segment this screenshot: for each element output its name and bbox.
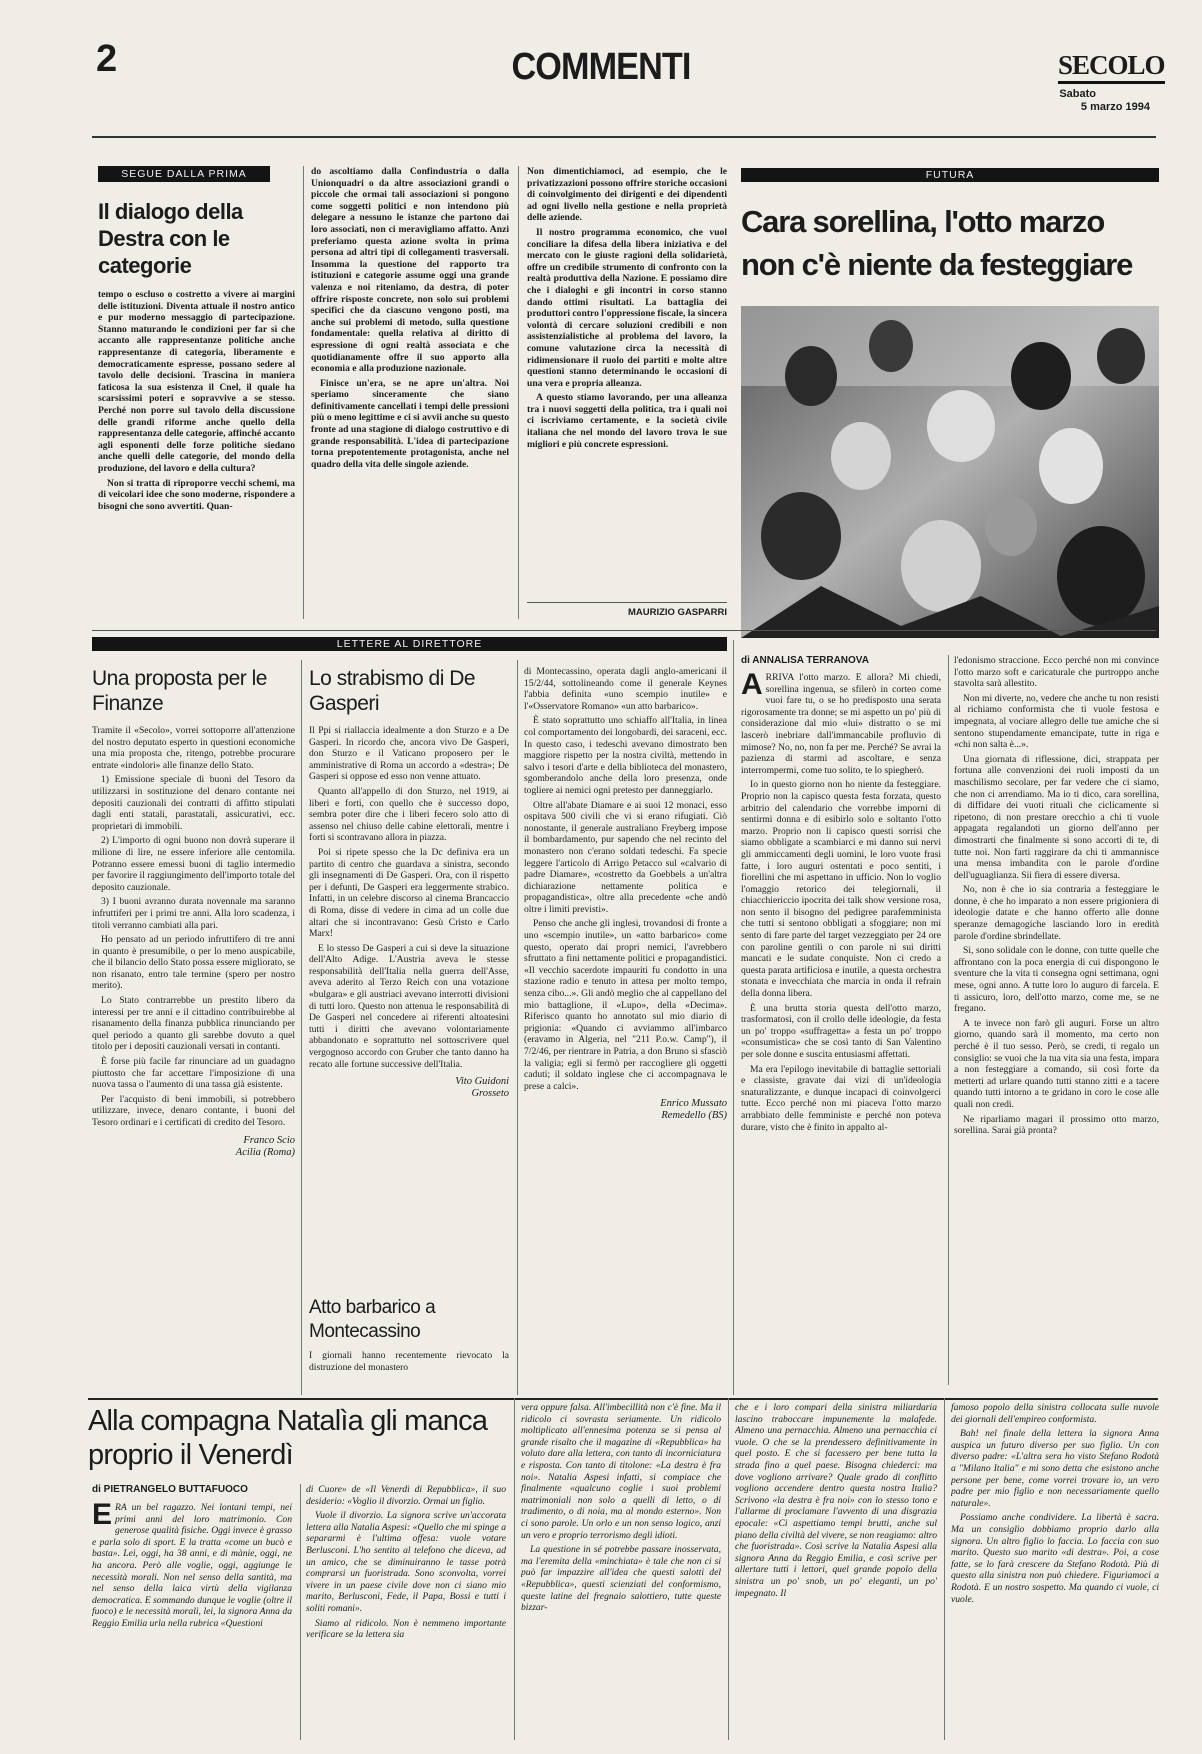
natalia-col1-p1 — [92, 1502, 292, 1630]
col-divider — [948, 655, 949, 1385]
letter3-p4: Oltre all'abate Diamare e ai suoi 12 monaci, esso ospitava 500 civili che vi si erano rifugiati. Ciò nonostante, il generale australiano Freyberg impose il bombardamento, pur sapendo che nel recinto del monastero non c'erano soldati tedeschi. Fa specie leggere l'articolo di Arrigo Petacco sul «calvario di padre Diamare», «costretto da Goebbels a un'altra dichiarazione nettamente politica e propagandistica», oltre alla precedente «che andò oltre i limiti previsti». — [524, 799, 727, 915]
dialogo-col3 — [527, 166, 727, 596]
natalia-col2-p3: Siamo al ridicolo. Non è nemmeno importante verificare se la lettera sia — [306, 1617, 506, 1641]
dialogo-title: Il dialogo della Destra con le categorie — [98, 199, 243, 278]
letter3-body-cont — [524, 666, 727, 1396]
dialogo-col3-p2: Il nostro programma economico, che vuol conciliare la difesa della libera iniziativa e del mercato con le giuste ragioni della solidarietà, offre un credibile strumento di confronto con la realtà produttiva della Nazione. E possiamo dire che i dialoghi e gli incontri in corso stanno dando ottimi risultati. La battaglia dei produttori contro l'oppressione fiscale, la sincera volontà di cercare soluzioni credibili e non assistenzialistiche al problema del lavoro, la comune valutazione circa la necessità di ridimensionare il ruolo dei partiti e molte altre questioni stanno determinando le occasioni di una vera e propria alleanza. — [527, 226, 727, 389]
dialogo-col3-p1: Non dimentichiamoci, ad esempio, che le privatizzazioni possono offrire storiche occasioni di coinvolgimento dei dirigenti e dei dipendenti ad ogni livello nella gestione e nella proprietà delle aziende. — [527, 166, 727, 224]
futura-byline: di ANNALISA TERRANOVA — [741, 655, 869, 666]
natalia-col3-p2: La questione in sé potrebbe passare inosservata, ma l'eremita della «minchiata» è tale che non ci si può far impazzire all'idea che questi salotti del «Repubblica», questi scienziati del conformismo, queste latine del fregnaio salottiero, tutte queste bizzar- — [521, 1544, 721, 1614]
letter3-place: Remedello (BS) — [661, 1110, 727, 1122]
letter1-p8: Per l'acquisto di beni immobili, si potrebbero utilizzare, invece, denaro contante, i buoni del Tesoro ordinari e i certificati di credito del Tesoro. — [92, 1093, 295, 1128]
natalia-col1 — [92, 1500, 292, 1738]
futura-col2-p3: Una giornata di riflessione, dici, strappata per fortuna alle convenzioni dei ruoli imposti da un maschilismo secolare, per far vedere che ci siamo, che non ci arrendiamo. Ma io ti dico, cara sorellina, di diffidare dei vuoti rituali che ciclicamente si ripetono, di non prestare orecchio a chi ti vuole appagata regalandoti un giorno dell'anno per dimostrarti che finalmente si sono accorti di te, di tutte noi. Non farti raggirare da chi ti ammannisce una mensa imbandita con le parole d'ordine dell'uguaglianza. Sii fiera di essere diversa. — [954, 753, 1159, 881]
futura-col1-p2: Io in questo giorno non ho niente da festeggiare. Proprio non la capisco questa festa forzata, questo arbitrio del calendario che vorrebbe imporni di sentirmi donna e di esibirlo solo e soltanto l'otto marzo. Proprio non li capisco questi sorrisi che siamo obbligate a scambiarci e mi danno sui nervi gli ammiccamenti degli uomini, le loro vuote frasi fatte, i loro auguri ostentati e poco sentiti, i fiorellini che mi aspettano in ufficio. Non lo voglio l'omaggio retorico dei telegiornali, il chiacchiericcio ipocrita dei talk show versione rosa, non sento il bisogno del pedigree parafemminista che tutti si sentono obbligati a sfoggiare; non mi sento di fare parte del target vezzeggiato per 24 ore con paroline gentili o con parole ni sui diritti mancati e le sudate conquiste. Non ci credo a questa parata artificiosa e inutile, a questa orchestra stonata e invecchiata che marcia in onda il refrain della donna libera. — [741, 779, 941, 1000]
dialogo-col1-p1: tempo o escluso o costretto a vivere ai margini delle istituzioni. Diventa attuale il nostro antico e pur moderno messaggio di partecipazione. Stanno maturando le condizioni per far sì che accanto alle rappresentanze politiche anche rappresentanze di categoria, liberamente e democraticamente espresse, possano sedere al tavolo delle decisioni. Trascina in maniera faticosa la sua esistenza il Cnel, il quale ha scarsissimi poteri e sopravvive a se stesso. Perché non porre sul tavolo della discussione delle grandi riforme anche quello della rappresentanza delle categorie, affinché accanto agli esponenti delle forze politiche siedano anche quelli delle categorie, del mondo della produzione, del lavoro e della cultura? — [98, 289, 295, 474]
futura-col2-p7: Ne riparliamo magari il prossimo otto marzo, sorellina. Sarai già pronta? — [954, 1113, 1159, 1137]
futura-kicker: FUTURA — [741, 168, 1159, 182]
natalia-byline: di PIETRANGELO BUTTAFUOCO — [92, 1484, 248, 1495]
natalia-col4-p1: che e i loro compari della sinistra miliardaria lascino traboccare impunemente la malafede. Almeno una pernacchia. Almeno una pernacchia ci vuole. O che se la prendessero definitivamente in quel posto. E che si facessero per bene tutta la strada fino a quel paese. Bisogna chiederci: ma dove vogliono arrivare? Quale grado di conflitto vogliono accendere dentro questa nostra Italia? Scrivono «la destra è fra noi» con lo stesso tono e l'allarme di proclamare l'avvento di una disgrazia epocale: «Ci aspettiamo tempi brutti, anche sul piano della civiltà del vivere, se non reagiamo: altro che fuoristrada». Così scrive la Natalia Aspesi alla signora Anna da Reggio Emilia, e così scrive per allertare tutti i lettori, quel grande popolo della sinistra un po' snob, un po' eleganti, un po' impegnato. Il — [735, 1402, 937, 1599]
letter1-p6: Lo Stato contrarrebbe un prestito libero da interessi per tre anni e il cittadino contribuirebbe al risanamento della finanza pubblica rinunciando per quel periodo a quanto gli sarebbe dovuto a quel titolo per i depositi cauzionali versati in contanti. — [92, 995, 295, 1053]
natalia-col4 — [735, 1402, 937, 1740]
futura-col2-p1: l'edonismo straccione. Ecco perché non mi convince l'otto marzo soft e caricaturale che purtroppo anche stavolta sarà allestito. — [954, 655, 1159, 690]
dialogo-col2-p2: Finisce un'era, se ne apre un'altra. Noi speriamo sinceramente che siano definitivamente cancellati i tempi delle pressioni più o meno legittime e ci si avvii anche su questo fronte ad una stagione di dialogo costruttivo e di grande responsabilità. L'idea di partecipazione torna prepotentemente protagonista, anche nel quadro della vita delle singole aziende. — [311, 377, 509, 470]
col-divider — [518, 166, 519, 619]
col-divider — [944, 1398, 945, 1740]
letter1-p5: Ho pensato ad un periodo infruttifero di tre anni in quanto è presumibile, o per lo meno auspicabile, che il bilancio dello Stato possa essere migliorato, se non risanato, entro tale termine (spero per nostro merito). — [92, 934, 295, 992]
dialogo-col2-p1: do ascoltiamo dalla Confindustria o dalla Unionquadri o da altre associazioni grandi o piccole che ormai tali associazioni si pongono come soggetti politici e non intendono più delegare a nessuno le istanze che partono dai loro associati, non ci meravigliamo affatto. Anzi preferiamo questa azione svolta in prima persona ad altri tipi di collegamenti trasversali. Insomma la questione del rapporto tra istituzioni e categorie assume oggi una grande valenza e noi riteniamo, da destra, di poter offrire risposte concrete, non solo sui problemi specifici che da ciascuno vengono posti, ma anche sui problemi di metodo, sulla questione fondamentale: quella relativa al diritto di espressione di ogni realtà associata e che quotidianamente offre il suo apporto alla economia e alla produzione nazionale. — [311, 166, 509, 375]
letter2-body — [309, 725, 509, 1293]
section-title: COMMENTI — [511, 46, 691, 88]
lettere-top-rule — [92, 630, 1156, 631]
dialogo-col3-p3: A questo stiamo lavorando, per una alleanza tra i nuovi soggetti della politica, tra i quali noi ci iscriviamo certamente, e la società civile italiana che nel mondo del lavoro trova le sue migliori e più concrete espressioni. — [527, 392, 727, 450]
futura-col2-p4: No, non è che io sia contraria a festeggiare le donne, è che ho imparato a non essere prigioniera di ideologie datate e che hanno offerto alle donne speranze demagogiche lasciando loro in eredità parole d'ordine sbrindellate. — [954, 884, 1159, 942]
signature-rule — [527, 602, 727, 603]
letter2-p1: Il Ppi si riallaccia idealmente a don Sturzo e a De Gasperi. In ricordo che, ancora vivo De Gasperi, don Sturzo e il Vaticano proposero per le amministrative di Roma un accordo a «destra»; De Gasperi si oppose ed esso non venne attuato. — [309, 725, 509, 783]
masthead-logo: SECOLO — [1058, 50, 1165, 84]
letter1-signature — [92, 1135, 295, 1159]
letter2-signature — [309, 1076, 509, 1100]
dialogo-kicker: SEGUE DALLA PRIMA — [98, 166, 270, 182]
futura-col2 — [954, 655, 1159, 1390]
futura-col1-p1 — [741, 672, 941, 776]
letter2-p2: Quanto all'appello di don Sturzo, nel 1919, ai liberi e forti, con quello che è successo dopo, sembra poter dire che i liberi fecero solo atto di assenso nel chiuso delle cabine elettorali, mentre i forti si scontravano allora in piazza. — [309, 785, 509, 844]
letter3-title: Atto barbarico a Montecassino — [309, 1297, 436, 1342]
col-divider — [517, 660, 518, 1395]
letter1-p1: Tramite il «Secolo», vorrei sottoporre all'attenzione del nostro deputato esperto in questioni economiche una mia proposta che, ritengo, potrebbe procurare entrate «indolori» alle finanze dello Stato. — [92, 725, 295, 771]
futura-col2-p5: Sì, sono solidale con le donne, con tutte quelle che affrontano con la poca energia di cui dispongono le sventure che la vita ti consegna ogni settimana, ogni mese, ogni anno. A tutte loro lo auguro di farcela. E ti assicuro, loro, dell'otto marzo, come me, se ne fregano. — [954, 945, 1159, 1015]
natalia-col5 — [951, 1402, 1159, 1740]
col-divider — [300, 1484, 301, 1740]
futura-col1 — [741, 670, 941, 1390]
natalia-drop-cap: E — [92, 1500, 113, 1531]
futura-col2-p6: A te invece non farò gli auguri. Forse un altro giorno, quando sarà il momento, ma certo non perché è il tuo sesso. Però, se credi, ti regalo un consiglio: se vuoi che la tua vita sia una festa, impara a non festeggiare a comando, sii così forte da metterti ad urlare quando tutti stanno zitti e a tacere quando tutti intorno a te gridano in coro le cose alle quali non credi. — [954, 1017, 1159, 1110]
letter1-body — [92, 725, 295, 1397]
letter1-author: Franco Scio — [243, 1134, 295, 1146]
header-rule — [92, 136, 1156, 138]
natalia-col2 — [306, 1484, 506, 1739]
letter2-author: Vito Guidoni — [455, 1076, 509, 1088]
issue-date: 5 marzo 1994 — [1080, 101, 1150, 113]
letter1-p4: 3) I buoni avranno durata novennale ma saranno infruttiferi per i primi tre anni. Alla loro scadenza, i titoli verranno cambiati alla pari. — [92, 896, 295, 931]
dialogo-signature: MAURIZIO GASPARRI — [627, 607, 727, 618]
page-number: 2 — [96, 38, 118, 80]
letter3-body-start — [309, 1350, 509, 1390]
futura-title: Cara sorellina, l'otto marzo non c'è niente da festeggiare — [741, 204, 1133, 282]
lettere-kicker: LETTERE AL DIRETTORE — [92, 637, 727, 651]
dialogo-col2 — [311, 166, 509, 616]
dialogo-col1-p2: Non si tratta di riproporre vecchi schemi, ma di veicolari idee che sono moderne, rispondere a bisogni che sono avvertiti. Quan- — [98, 477, 295, 512]
letter1-p3: 2) L'importo di ogni buono non dovrà superare il milione di lire, ne essere inferiore alle centomila. Potranno essere emessi buoni di taglio intermedio per favorire il raggiungimento dell'importo totale del deposito cauzionale. — [92, 835, 295, 893]
letter3-p3: È stato soprattutto uno schiaffo all'Italia, in linea col comportamento dei longobardi, dei saraceni, ecc. In questo caso, i tedeschi avevano dimostrato ben maggiore rispetto per la nostra civiltà, mettendo in salvo i tesori d'arte e della biblioteca del monastero, sgomberandolo anche della loro presenza, onde togliere ai nemici ogni pretesto per danneggiarlo. — [524, 715, 727, 796]
letter1-title: Una proposta per le Finanze — [92, 667, 267, 715]
natalia-top-rule — [88, 1398, 1158, 1400]
natalia-col5-p1: famoso popolo della sinistra collocata sulle nuvole dei giornali dell'empireo conformista. — [951, 1402, 1159, 1425]
natalia-col2-p1: di Cuore» de «Il Venerdì di Repubblica», il suo desiderio: «Voglio il divorzio. Ormai un figlio. — [306, 1484, 506, 1507]
futura-drop-cap: A — [741, 670, 763, 701]
natalia-col2-p2: Vuole il divorzio. La signora scrive un'accorata lettera alla Natalia Aspesi: «Quello che mi spinge a separarmi è l'ultima offesa: vuole votare Berlusconi. L'ho sentito al telefono che diceva, ad un amico, che se diminuiranno le tasse potrà comprarsi un fuoristrada. Sono sconvolta, vorrei vivere in un paese civile dove non ci siano mio marito, Berlusconi, Fede, il Papa, Bossi e tutti i soliti romani». — [306, 1510, 506, 1614]
futura-col2-p2: Non mi diverte, no, vedere che anche tu non resisti al richiamo conformista che ti vuole festosa e impegnata, al vociare allegro delle tue amiche che si sentono stupendamente emancipate, tutte in riga e «chi non salta è...». — [954, 692, 1159, 751]
letter3-signature — [524, 1098, 727, 1122]
dialogo-col1 — [98, 289, 295, 619]
col-divider — [303, 166, 304, 619]
futura-col1-p3: È una brutta storia questa dell'otto marzo, trasformatosi, con il crollo delle ideologie, da festa un po' troppo «suffragetta» a festa un po' troppo «consumistica» che se così tanto di San Valentino per sole donne e suscita entusiasmi affettati. — [741, 1002, 941, 1060]
col-divider — [728, 1398, 729, 1740]
letter2-p4: E lo stesso De Gasperi a cui si deve la situazione dell'Alto Adige. L'Austria aveva le stesse responsabilità dell'Italia nella guerra dell'Asse, aveva aderito al Terzo Reich con una votazione «bulgara» e gli austriaci avevano interrotti divisioni di tutti loro. Questo non attenua le responsabilità di De Gasperi nel concedere ai riferenti altoatesini tutti i diritti che avevano volontariamente abbandonato e soprattutto nel sottoscrivere quel vergognoso accordo con Gruber che tanto danno ha recato alle fortune successive dell'Italia. — [309, 942, 509, 1070]
natalia-col1-text: RA un bel ragazzo. Nei lontani tempi, nei primi anni del loro matrimonio. Con generose qualità fisiche. Oggi invece è grasso e parla solo di sport. E la tratta «come un bucò e basta». Lei, oggi, ha 38 anni, e di mànie, oggi, ne ha ancora. Però alle voglie, oggi, aggiunge le necessità morali. Non nel senso della santità, ma nel senso della laica virtù della vigilanza democratica. E sommando dunque le voglie (oltre il fuoco) e le necessità morali, lei, la signora Anna da Reggio Emilia urla nella rubrica «Questioni — [92, 1502, 292, 1629]
natalia-col5-p2: Bah! nel finale della lettera la signora Anna auspica un futuro diverso per suo figlio. Un con diverso padre: «L'altra sera ho visto Stefano Rodotà a "Milano Italia" e mi sono detta che esistono anche persone per bene, come vorrei trovare io, un vero padre per mio figlio e non necessariamente quello naturale». — [951, 1428, 1159, 1509]
futura-col1-p1-text: RRIVA l'otto marzo. E allora? Mi chiedi, sorellina ingenua, se sfilerò in corteo come vuoi fare tu, o se ho predisposto una serata rigorosamente tra donne; se mi aspetto un po' più di considerazione dal mio «lui» distratto o se mi lascerò inebriare dall'immancabile profluvio di mimose? No, no, non fa per me. Perché? Se avrai la pazienza di starmi ad ascoltare, e senza interrompermi, come tuo solito, te lo spiegherò. — [741, 672, 941, 776]
letter2-place: Grosseto — [471, 1088, 509, 1100]
natalia-col5-p3: Possiamo anche condividere. La libertà è sacra. Ma un consiglio dobbiamo proprio darlo alla signora. Un altro figlio lo faccia. Lo faccia con suo marito. Questo suo marito «di destra». Poi, a cose fatte, se lo farà crescere da Stefano Rodotà. Più di questo alla sinistra non può chiedere. Figuriamoci a Rodotà. E un nostro sospetto. Ma quando ci vuole, ci vuole. — [951, 1512, 1159, 1605]
natalia-col3 — [521, 1402, 721, 1740]
issue-day: Sabato — [1059, 88, 1096, 100]
photo-image — [741, 306, 1159, 638]
natalia-title: Alla compagna Natalìa gli manca proprio il Venerdì — [88, 1405, 488, 1471]
futura-col1-p4: Ma era l'epilogo inevitabile di battaglie settoriali e classiste, gravate dai vizi di un'ideologia snaturalizzante, e dunque incapaci di coinvolgerci tutte. Ecco perché non mi piaceva l'otto marzo arrabbiato delle femministe e perché non poteva durare, visto che è finito in appalto al- — [741, 1063, 941, 1133]
letter3-author: Enrico Mussato — [660, 1098, 727, 1110]
letter2-title: Lo strabismo di De Gasperi — [309, 667, 476, 715]
letter2-p3: Poi si ripete spesso che la Dc definiva era un partito di centro che guardava a sinistra, secondo gli insegnamenti di De Gasperi. Ora, con il rispetto per i defunti, De Gasperi era leggermente strabico. Infatti, in un celebre discorso al cinema Brancaccio di Roma, disse di vedere in cima ad un colle due altari che si incontravano: Gesù Cristo e Carlo Marx! — [309, 846, 509, 940]
photo-women-celebrating — [741, 306, 1159, 638]
col-divider — [301, 660, 302, 1395]
letter3-p1: I giornali hanno recentemente rievocato la distruzione del monastero — [309, 1350, 509, 1373]
letter1-p2: 1) Emissione speciale di buoni del Tesoro da utilizzarsi in sostituzione del denaro contante nei depositi cauzionali dei contratti di affitto stipulati dagli enti statali, parastatali, assicurativi, ecc. proprietari di immobili. — [92, 774, 295, 832]
letter3-p5: Penso che anche gli inglesi, trovandosi di fronte a uno «scempio inutile», un «atto barbarico» come questo, operato dai propri nemici, l'avrebbero sfruttato a fini nettamente politici e propagandistici. «Il vecchio sacerdote impauriti fu condotto in una stazione radio e tenuto in attesa per molto tempo, senza cibo...». Gli andò meglio che al cappellano del mio battaglione, il «Lupo», della «Decima». Riferisco quanto ho annotato sul mio diario di prigionia: «Quando ci avviammo all'imbarco (eravamo in Algeria, nel "211 P.o.w. Camp"), il 7/2/46, per rientrare in Patria, a don Bruno si sfasciò la valigia; egli si fermò per raccogliere gli oggetti caduti; il soldato inglese che ci accompagnava le prese a calci». — [524, 918, 727, 1092]
col-divider — [733, 640, 734, 1395]
letter3-p2: di Montecassino, operata dagli anglo-americani il 15/2/44, sottolineando come il generale Keynes l'abbia definita «uno scempio inutile» e l'«Osservatore Romano» «un atto barbarico». — [524, 666, 727, 712]
natalia-col3-p1: vera oppure falsa. All'imbecillità non c'è fine. Ma il ridicolo ci sovrasta seriamente. Un ridicolo moltiplicato all'ennesima potenza se si pensa al grande risalto che il magazine di «Repubblica» ha voluto dare alla lettera, con tanto di incorniciatura e risposta. Con tanto di titolone: «La destra è fra noi». Natalia Aspesi infatti, si compiace che finalmente «qualcuno coglie i suoi problemi matrimoniali non solo a quelli di letto, o di tradimento, o di noia, ma al mondo esterno». Non ci sono parole. Un orlo e un non senso logico, anzi un vero e proprio terrorismo degli idioti. — [521, 1402, 721, 1541]
col-divider — [514, 1398, 515, 1740]
letter1-place: Acilia (Roma) — [235, 1146, 295, 1158]
letter1-p7: È forse più facile far rinunciare ad un guadagno piuttosto che far accettare l'imposizione di una nuova tassa o l'aumento di una tassa già esistente. — [92, 1056, 295, 1091]
